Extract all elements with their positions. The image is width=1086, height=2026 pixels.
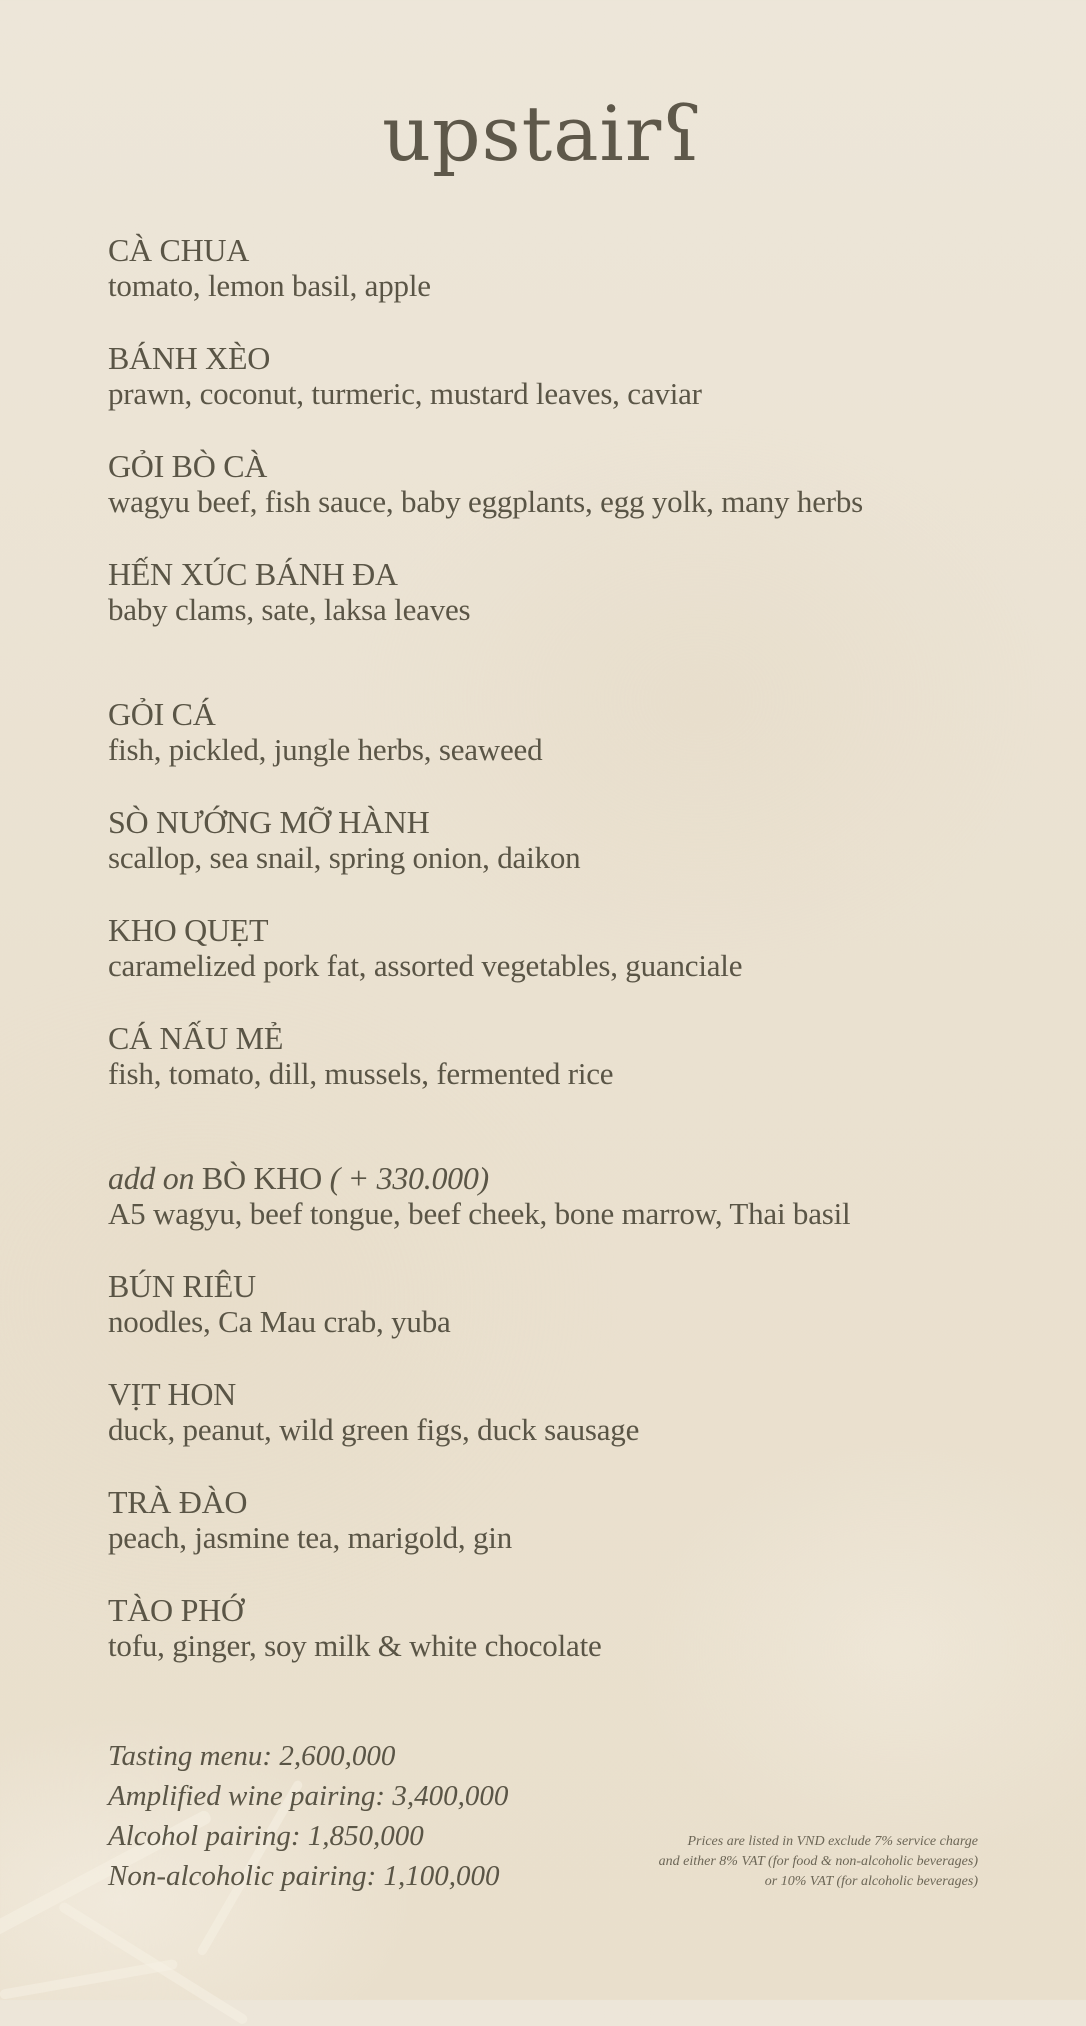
amplified-wine-pairing-price: Amplified wine pairing: 3,400,000 (108, 1780, 509, 1812)
alcohol-pairing-price: Alcohol pairing: 1,850,000 (108, 1820, 424, 1852)
dish-description: noodles, Ca Mau crab, yuba (108, 1304, 451, 1339)
dish-description: tofu, ginger, soy milk & white chocolate (108, 1628, 602, 1663)
dish-description: fish, pickled, jungle herbs, seaweed (108, 732, 543, 767)
pricing-list (108, 1736, 508, 1896)
menu-course (108, 556, 1008, 628)
dish-description: baby clams, sate, laksa leaves (108, 592, 471, 627)
dish-description: caramelized pork fat, assorted vegetables, guanciale (108, 948, 743, 983)
dish-description: scallop, sea snail, spring onion, daikon (108, 840, 581, 875)
dish-name: CÀ CHUA (108, 232, 250, 268)
logo-end-glyph: ʕ (662, 89, 704, 178)
addon-label: add on (108, 1160, 195, 1196)
footnote-line: and either 8% VAT (for food & non-alcoholic beverages) (658, 1854, 978, 1869)
menu-course (108, 232, 1008, 304)
menu-course-addon (108, 1160, 1008, 1232)
menu-course (108, 696, 1008, 768)
menu-course (108, 1020, 1008, 1092)
dish-name: CÁ NẤU MẺ (108, 1020, 284, 1056)
background-branch-texture (0, 1959, 178, 2000)
addon-price: ( + 330.000) (329, 1160, 489, 1196)
dish-description: A5 wagyu, beef tongue, beef cheek, bone marrow, Thai basil (108, 1196, 851, 1231)
menu-course (108, 1376, 1008, 1448)
dish-name: HẾN XÚC BÁNH ĐA (108, 556, 398, 592)
menu-course (108, 448, 1008, 520)
footnote-line: or 10% VAT (for alcoholic beverages) (764, 1874, 978, 1889)
dish-name: TÀO PHỚ (108, 1592, 244, 1628)
footnote-line: Prices are listed in VND exclude 7% service charge (687, 1834, 978, 1849)
menu-course (108, 912, 1008, 984)
dish-description: fish, tomato, dill, mussels, fermented rice (108, 1056, 614, 1091)
menu-course (108, 1268, 1008, 1340)
tasting-menu-price: Tasting menu: 2,600,000 (108, 1740, 396, 1772)
dish-name: GỎI BÒ CÀ (108, 448, 268, 484)
dish-description: wagyu beef, fish sauce, baby eggplants, egg yolk, many herbs (108, 484, 864, 519)
dish-name: GỎI CÁ (108, 696, 216, 732)
dish-description: duck, peanut, wild green figs, duck sausage (108, 1412, 640, 1447)
dish-name: VỊT HON (108, 1376, 236, 1412)
menu-course (108, 1484, 1008, 1556)
menu-course (108, 1592, 1008, 1664)
dish-description: prawn, coconut, turmeric, mustard leaves, caviar (108, 376, 702, 411)
dish-description: peach, jasmine tea, marigold, gin (108, 1520, 513, 1555)
dish-name: KHO QUẸT (108, 912, 269, 948)
menu-course (108, 340, 1008, 412)
logo-text: upstair (382, 89, 663, 178)
restaurant-logo (0, 89, 1086, 178)
dish-name-text: BÒ KHO (201, 1160, 322, 1196)
dish-name: BÁNH XÈO (108, 340, 271, 376)
menu-course (108, 804, 1008, 876)
dish-name (108, 1160, 1008, 1196)
dish-description: tomato, lemon basil, apple (108, 268, 431, 303)
dish-name: BÚN RIÊU (108, 1268, 256, 1304)
tasting-menu (108, 232, 1008, 1700)
non-alcoholic-pairing-price: Non-alcoholic pairing: 1,100,000 (108, 1860, 500, 1892)
dish-name: SÒ NƯỚNG MỠ HÀNH (108, 804, 430, 840)
price-footnote (659, 1832, 978, 1892)
dish-name: TRÀ ĐÀO (108, 1484, 248, 1520)
